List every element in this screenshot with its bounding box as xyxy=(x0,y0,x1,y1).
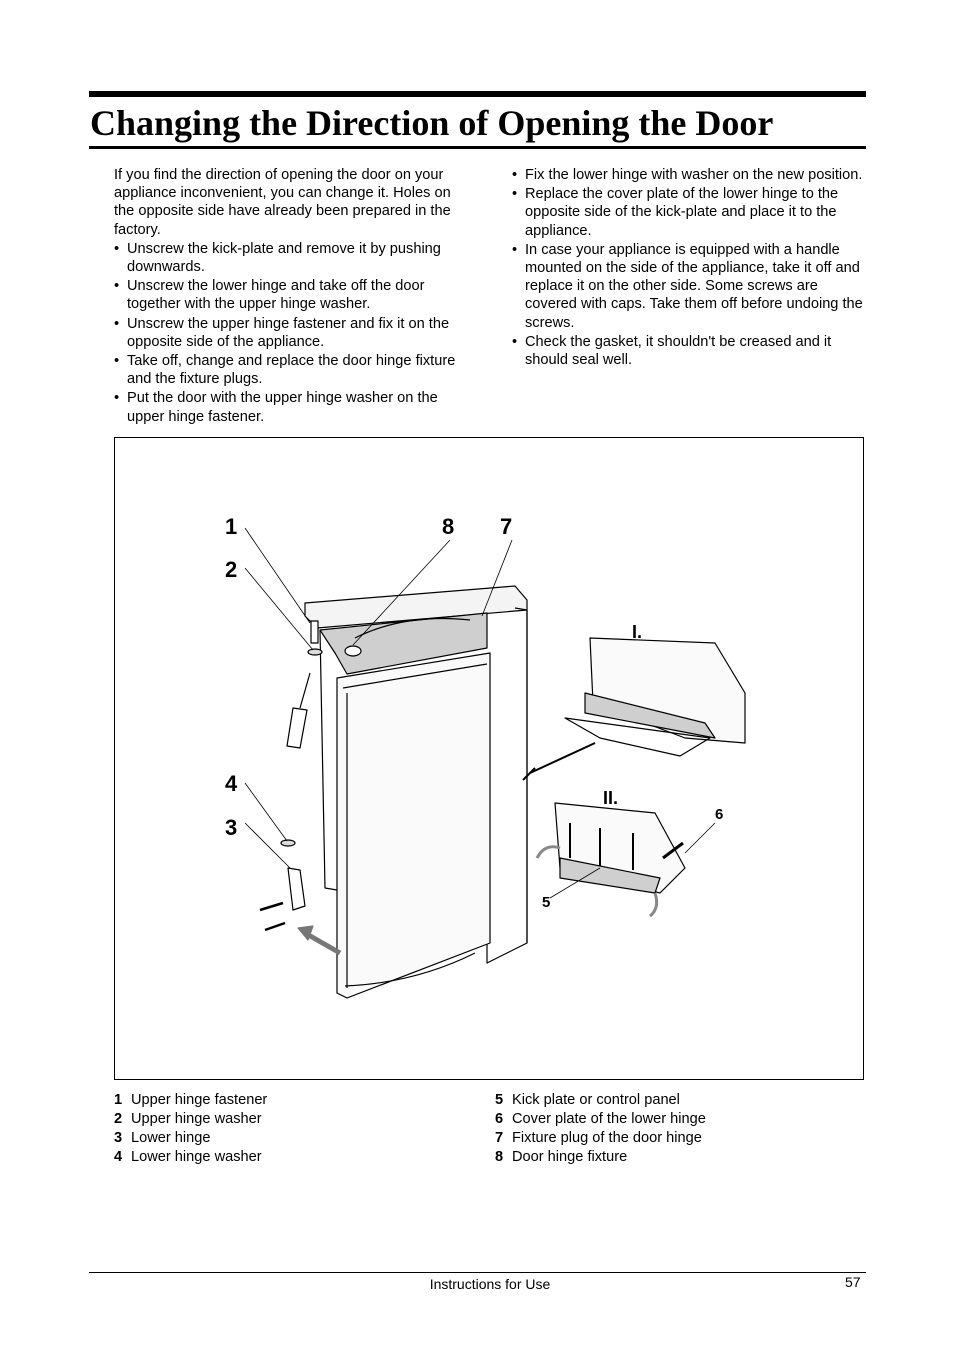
step-item: • Check the gasket, it shouldn't be creased and it should seal well. xyxy=(512,333,864,369)
legend-item: 8 Door hinge fixture xyxy=(495,1149,628,1165)
door-reversal-illustration xyxy=(114,437,864,1080)
cabinet-side xyxy=(487,608,527,963)
step-item: • Replace the cover plate of the lower hinge to the opposite side of the kick-plate and place it to the appliance. xyxy=(512,185,864,240)
step-label-i: I. xyxy=(632,622,643,642)
legend-item: 1 Upper hinge fastener xyxy=(114,1092,268,1108)
step-item: • Fix the lower hinge with washer on the new position. xyxy=(512,166,864,184)
legend-item: 5 Kick plate or control panel xyxy=(495,1092,680,1108)
callout-4: 4 xyxy=(225,771,238,796)
lower-hinge-icon xyxy=(288,868,305,910)
door-move-arrow xyxy=(305,933,340,953)
legend-item: 2 Upper hinge washer xyxy=(114,1111,262,1127)
callout-3: 3 xyxy=(225,815,238,840)
door-panel xyxy=(337,653,490,998)
legend-item: 6 Cover plate of the lower hinge xyxy=(495,1111,706,1127)
intro-paragraph: If you find the direction of opening the door on your appliance inconvenient, you can change it. Holes on the opposite side have already been prepared in the factory. xyxy=(114,167,451,238)
steps-list-right xyxy=(512,166,864,369)
step-item: • Put the door with the upper hinge washer on the upper hinge fastener. xyxy=(114,389,464,425)
legend-item: 7 Fixture plug of the door hinge xyxy=(495,1130,702,1146)
step-item: • Unscrew the kick-plate and remove it by pushing downwards. xyxy=(114,240,464,276)
legend-item: 3 Lower hinge xyxy=(114,1130,211,1146)
upper-hinge-washer-icon xyxy=(308,649,322,655)
footer-label: Instructions for Use xyxy=(429,1276,551,1292)
screwdriver-icon xyxy=(287,673,310,748)
step-item: • Unscrew the upper hinge fastener and fix it on the opposite side of the appliance. xyxy=(114,315,464,351)
legend-item: 4 Lower hinge washer xyxy=(114,1149,262,1165)
title-top-rule xyxy=(89,91,866,97)
upper-hinge-fastener-icon xyxy=(311,621,318,643)
callout-6: 6 xyxy=(715,806,724,823)
legend-right-column xyxy=(495,1091,706,1167)
callout-8: 8 xyxy=(442,514,455,539)
lower-hinge-washer-icon xyxy=(281,840,295,846)
title-bottom-rule xyxy=(89,146,866,149)
instructions-left-column xyxy=(114,166,464,427)
steps-list-left xyxy=(114,240,464,426)
footer-rule xyxy=(89,1272,866,1273)
step-item: • Unscrew the lower hinge and take off the door together with the upper hinge washer. xyxy=(114,277,464,313)
legend-left-column xyxy=(114,1091,267,1167)
instructions-right-column xyxy=(512,166,864,370)
step-item: • Take off, change and replace the door hinge fixture and the fixture plugs. xyxy=(114,352,464,388)
door-hinge-fixture-icon xyxy=(345,646,361,656)
step-item: • In case your appliance is equipped with a handle mounted on the side of the appliance, take it off and replace it on the other side. Some screws are covered with caps. Take them off before undoing the screws. xyxy=(512,241,864,332)
step-label-ii: II. xyxy=(603,788,619,808)
page-title: Changing the Direction of Opening the Door xyxy=(90,103,774,143)
callout-2: 2 xyxy=(225,557,238,582)
page-number: 57 xyxy=(845,1274,861,1290)
callout-5: 5 xyxy=(542,894,551,911)
callout-7: 7 xyxy=(500,514,513,539)
screw-icon xyxy=(260,903,285,930)
callout-1: 1 xyxy=(225,514,238,539)
fridge-diagram xyxy=(115,438,865,1081)
